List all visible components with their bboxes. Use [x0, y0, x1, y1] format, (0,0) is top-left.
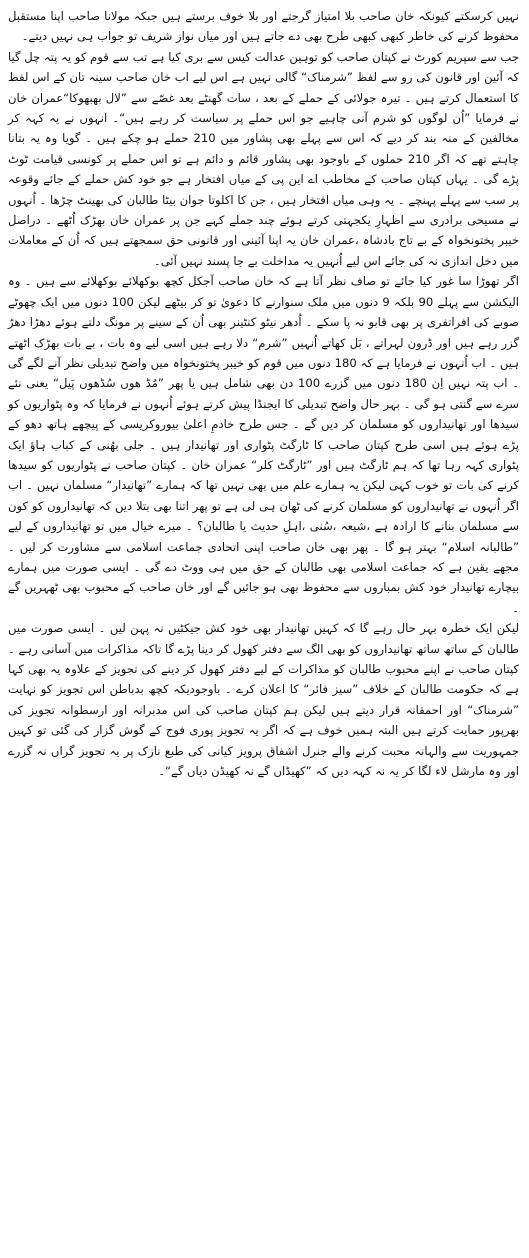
article-paragraph-3: اگر تھوڑا سا غور کیا جائے تو صاف نظر آتا ہے کہ خان صاحب آجکل کچھ بوکھلائے بوکھلائے سے ہیں ۔ وہ الیکشن سے پہلے 90 بلکہ 9 دنوں میں ملک سنوارنے کا دعویٰ تو کر بیٹھے لیکن 100 دنوں میں ایک چھوٹے صوبے کی افراتفری پر بھی قابو نہ پا سکے ۔ اُدھر نیٹو کنٹینر بھی اُن کے سینے پر مونگ دلتے ہوئے دھڑا دھڑ گزر رہے ہیں اور ڈرون لہراتے ، بَل کھاتے اُنہیں ”شرم“ دلا رہے ہیں اسی لیے وہ بات ، بے بات بھڑک اٹھتے ہیں ۔ اب اُنہوں نے فرمایا ہے کہ 180 دنوں میں قوم کو خیبر پختونخواہ میں واضح تبدیلی نظر آنے لگے گی ۔ اب پتہ نہیں اِن 180 دنوں میں گزرے 100 دن بھی شامل ہیں یا پھر ”مُڈ ھوں سُڈھوں پَیل“ یعنی نئے سرے سے گنتی ہو گی ۔ بہر حال واضح تبدیلی کا ایجنڈا پیش کرتے ہوئے اُنہوں نے فرمایا کہ وہ پٹواریوں کو سیدھا اور تھانیداروں کو مسلمان کر دیں گے ۔ جس طرح خادمِ اعلیٰ بیوروکریسی کے پیچھے ہاتھ دھو کے پڑے ہوئے ہیں اسی طرح کپتان صاحب کا ٹارگٹ پٹواری اور تھانیدار ہیں ۔ جلی بھُنی کے کباب ہاؤ ایک پٹواری کہہ رہا تھا کہ ہم ٹارگٹ ہیں اور ”ٹارگٹ کلر“ عمران خان ۔ کپتان صاحب نے پٹواریوں کو سیدھا کرنے کی بات تو خوب کہی لیکن یہ ہمارے علم میں بھی نہیں تھا کہ ہمارے ”تھانیدار“ مسلمان نہیں ۔ اب اگر اُنہوں نے تھانیداروں کو مسلمان کرنے کی ٹھان ہی لی ہے تو پھر اتنا بھی بتلا دیں کہ تھانیداروں کو کون سے مسلمان بنانے کا ارادہ ہے ،شیعہ ،سُنی ،اہلِ حدیث یا طالبان؟ ۔ میرے خیال میں تو تھانیداروں کے لیے ”طالبانہ اسلام“ بہتر ہو گا ۔ پھر بھی خان صاحب اپنی اتحادی جماعت اسلامی سے مشاورت کر لیں ۔ مجھے یقین ہے کہ جماعت اسلامی بھی طالبان کے حق میں ہی ووٹ دے گی ۔ ایسی صورت میں ہمارے بیچارے تھانیدار خود کش بمباروں سے محفوظ بھی ہو جائیں گے اور خان صاحب کے محبوب بھی ٹھہریں گے ۔: [8, 274, 520, 615]
article-paragraph-2: جب سے سپریم کورٹ نے کپتان صاحب کو توہین عدالت کیس سے بری کیا ہے تب سے قوم کو یہ پتہ چل گیا کہ آئین اور قانون کی رو سے لفظ ”شرمناک“ گالی نہیں ہے اس لیے اب خان صاحب سینہ تان کے اس لفظ کا استعمال کرتے ہیں ۔ تیرہ جولائی کے حملے کے بعد ، سات گھنٹے بعد غصّے سے ”لال بھبھوکا“عمران خان نے فرمایا ”اُن لوگوں کو شرم آنی چاہیے جو اس حملے پر سیاست کر رہے ہیں“۔ انہوں نے یہ کہہ کر مخالفین کے منہ بند کر دیے کہ اس سے پہلے بھی پشاور میں 210 حملے ہو چکے ہیں ۔ گویا وہ یہ بتانا چاہتے تھے کہ اگر 210 حملوں کے باوجود بھی پشاور قائم و دائم ہے تو اس حملے پر کونسی قیامت ٹوٹ پڑے گی ۔ یہاں کپتان صاحب کے مخاطب اے این پی کے میاں افتخار ہے جو خود کش حملے کے جائے وقوعہ پر سب سے پہلے پہنچے ۔ یہ وہی میاں افتخار ہیں ، جن کا اکلوتا جوان بیٹا طالبان کی بھینٹ چڑھا ۔ اُنہوں نے مسیحی برادری سے اظہارِ یکجہتی کرتے ہوئے چند جملے کہے جن پر عمران خان بھڑک اُٹھے ۔ دراصل خیبر پختونخواہ کے بے تاج بادشاہ ،عمران خان یہ اپنا آئینی اور قانونی حق سمجھتے ہیں کہ اُن کے معاملات میں دخل اندازی نہ کی جائے اس لیے اُنہیں یہ مداخلت بے جا پسند نہیں آئی۔: [8, 49, 520, 268]
article-paragraph-4: لیکن ایک خطرہ بہر حال رہے گا کہ کہیں تھانیدار بھی خود کش جیکٹیں نہ پہن لیں ۔ ایسی صورت میں طالبان کے ساتھ ساتھ تھانیداروں کو بھی الگ سے دفتر کھول کر دینا پڑے گا تاکہ مذاکرات میں آسانی رہے ۔ کپتان صاحب نے اپنے محبوب طالبان کو مذاکرات کے لیے دفتر کھول کر دینے کی تجویز کے علاوہ یہ بھی کہا ہے کہ حکومت طالبان کے خلاف ”سیز فائر“ کا اعلان کرے ۔ باوجودیکہ کچھ بدباطن اس تجویز کو نہایت ”شرمناک“ اور احمقانہ قرار دیتے ہیں لیکن ہم کپتان صاحب کی اس مدبرانہ اور ارسطوانہ تجویز کی بھرپور حمایت کرتے ہیں البتہ ہمیں خوف ہے کہ اگر یہ تجویز پوری فوج کے گوش گزار کی گئی تو کہیں جمہوریت سے والہانہ محبت کرنے والے جنرل اشفاق پرویز کیانی کی طبع نازک پر یہ تجویز گراں نہ گزرے اور وہ مارشل لاء لگا کر یہ نہ کہہ دیں کہ ”کھیڈاں گے نہ کھیڈن دیاں گے“۔: [8, 621, 519, 779]
article-paragraph-1: نہیں کرسکتے کیونکہ خان صاحب بلا امتیاز گرجتے اور بلا خوف برستے ہیں جبکہ مولانا صاحب اپنا مستقبل محفوظ کرنے کی خاطر کبھی کبھی طرح بھی دے جاتے ہیں اور میاں نواز شریف تو جواب ہی نہیں دیتے۔: [8, 9, 519, 44]
